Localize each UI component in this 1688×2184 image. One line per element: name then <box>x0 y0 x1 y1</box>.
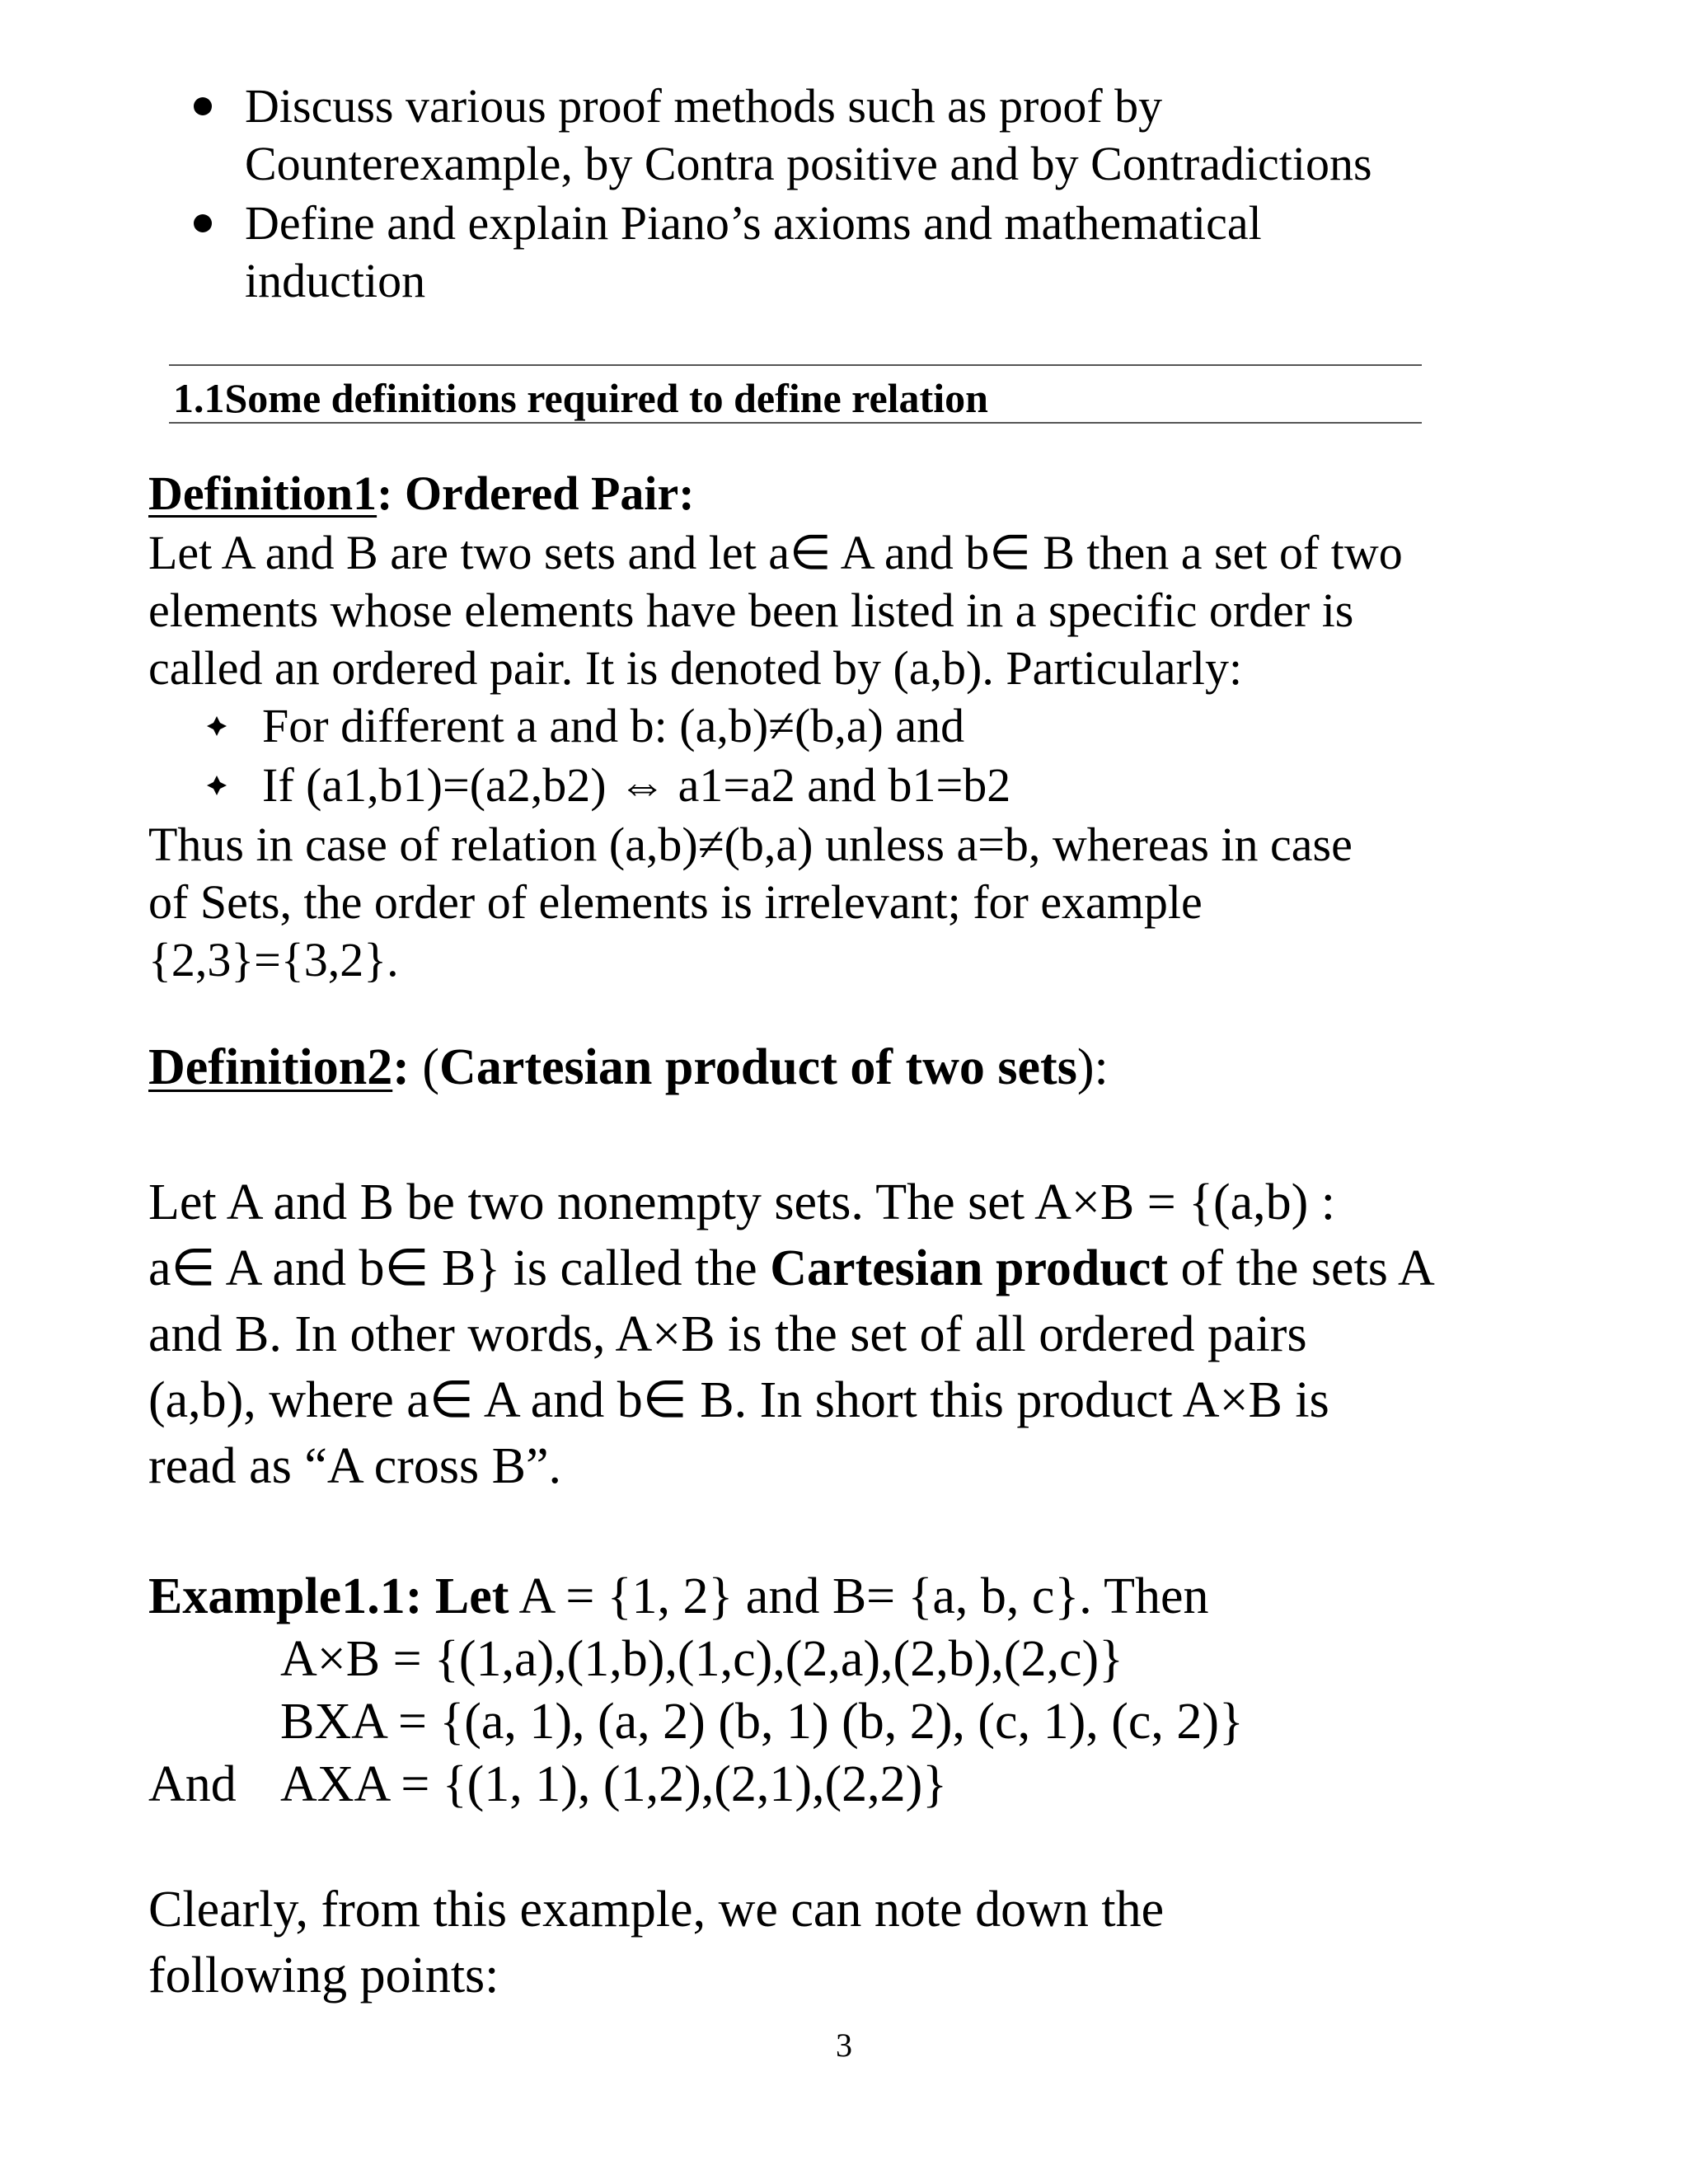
paragraph-line <box>148 1240 1435 1296</box>
example-heading <box>148 1568 1209 1624</box>
objective-line: Discuss various proof methods such as proof by <box>245 79 1163 133</box>
paragraph-line: elements whose elements have been listed in a specific order is <box>148 583 1354 637</box>
text-run: of the sets A <box>1168 1240 1435 1296</box>
objective-line: Counterexample, by Contra positive and by Contradictions <box>245 137 1372 190</box>
definition-1-title: : Ordered Pair: <box>377 466 695 520</box>
definition-2-label: Definition2 <box>148 1039 393 1095</box>
bullet-icon <box>194 214 212 232</box>
point-line: If (a1,b1)=(a2,b2) ⇔ a1=a2 and b1=b2 <box>262 758 1011 812</box>
point-line: For different a and b: (a,b)≠(b,a) and <box>262 699 965 752</box>
definition-2-open: ( <box>409 1039 440 1095</box>
text-run-bold: Cartesian product <box>770 1240 1169 1296</box>
example-and: And <box>148 1756 237 1812</box>
section-heading: 1.1Some definitions required to define relation <box>173 375 988 421</box>
definition-2-colon: : <box>392 1039 410 1095</box>
closing-line: following points: <box>148 1947 499 2004</box>
definition-1-heading <box>148 466 695 520</box>
objective-line: Define and explain Piano’s axioms and mathematical <box>245 196 1262 250</box>
definition-2-heading <box>148 1039 1109 1095</box>
paragraph-line: (a,b), where a∈ A and b∈ B. In short this product A×B is <box>148 1372 1329 1428</box>
definition-2-title: Cartesian product of two sets <box>439 1039 1077 1095</box>
page-number: 3 <box>836 2027 852 2064</box>
text-run: a∈ A and b∈ B} is called the <box>148 1240 771 1296</box>
definition-1-label: Definition1 <box>148 466 377 520</box>
diamond-bullet-icon <box>206 715 227 737</box>
section-rule-bottom <box>169 422 1422 424</box>
section-rule-top <box>169 364 1422 366</box>
closing-line: Clearly, from this example, we can note down the <box>148 1882 1165 1938</box>
definition-2-close: ): <box>1076 1039 1109 1095</box>
example-intro: A = {1, 2} and B= {a, b, c}. Then <box>509 1568 1209 1624</box>
objective-line: induction <box>245 254 426 307</box>
paragraph-line: and B. In other words, A×B is the set of all ordered pairs <box>148 1306 1307 1362</box>
paragraph-line: Let A and B be two nonempty sets. The set A×B = {(a,b) : <box>148 1174 1335 1230</box>
paragraph-line: read as “A cross B”. <box>148 1438 561 1494</box>
diamond-bullet-icon <box>206 775 227 796</box>
example-label: Example1.1: Let <box>148 1568 509 1624</box>
example-set-axa: AXA = {(1, 1), (1,2),(2,1),(2,2)} <box>280 1756 948 1812</box>
paragraph-line: Let A and B are two sets and let a∈ A and b∈ B then a set of two <box>148 526 1403 579</box>
example-set-bxa: BXA = {(a, 1), (a, 2) (b, 1) (b, 2), (c, 1), (c, 2)} <box>280 1694 1244 1750</box>
bullet-icon <box>194 97 212 115</box>
paragraph-line: of Sets, the order of elements is irrelevant; for example <box>148 875 1203 929</box>
example-set-axb: A×B = {(1,a),(1,b),(1,c),(2,a),(2,b),(2,c)} <box>280 1631 1123 1687</box>
paragraph-line: {2,3}={3,2}. <box>148 933 399 987</box>
paragraph-line: called an ordered pair. It is denoted by (a,b). Particularly: <box>148 641 1243 695</box>
paragraph-line: Thus in case of relation (a,b)≠(b,a) unless a=b, whereas in case <box>148 818 1353 871</box>
